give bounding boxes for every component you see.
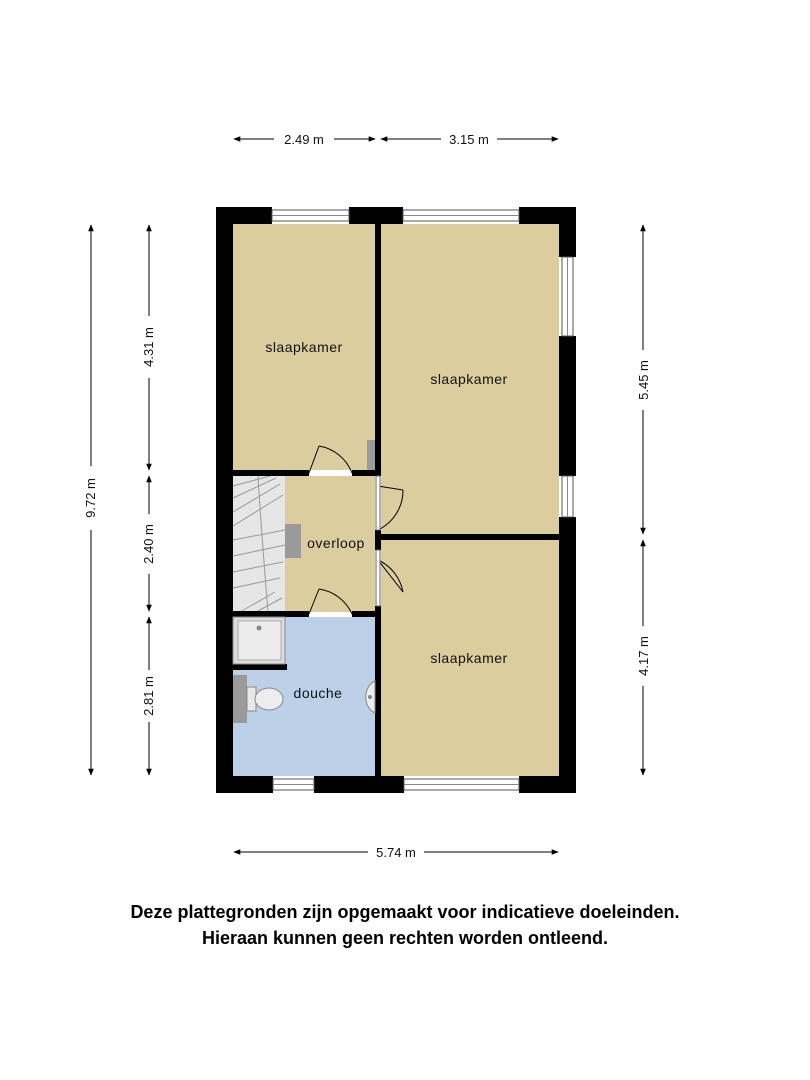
dim-label-left-top: 4.31 m: [141, 327, 156, 367]
dim-label-right-top: 5.45 m: [636, 360, 651, 400]
dim-label-top-right: 3.15 m: [449, 132, 489, 147]
dim-label-bottom: 5.74 m: [376, 845, 416, 860]
dim-label-left-bottom: 2.81 m: [141, 676, 156, 716]
dim-label-left-middle: 2.40 m: [141, 524, 156, 564]
room-label-bedroom-bottom-right: slaapkamer: [430, 650, 508, 666]
dim-label-left-total: 9.72 m: [83, 478, 98, 518]
wall-cabinet: [367, 440, 375, 470]
shower-tray: [233, 617, 285, 664]
disclaimer-line-1: Deze plattegronden zijn opgemaakt voor indicatieve doeleinden.: [130, 902, 680, 922]
room-label-bedroom-top-left: slaapkamer: [265, 339, 343, 355]
disclaimer-line-2: Hieraan kunnen geen rechten worden ontleend.: [201, 928, 609, 948]
room-label-landing: overloop: [307, 535, 365, 551]
room-label-shower: douche: [293, 685, 343, 701]
dim-label-top-left: 2.49 m: [284, 132, 324, 147]
room-label-bedroom-top-right: slaapkamer: [430, 371, 508, 387]
dim-label-right-bottom: 4.17 m: [636, 636, 651, 676]
